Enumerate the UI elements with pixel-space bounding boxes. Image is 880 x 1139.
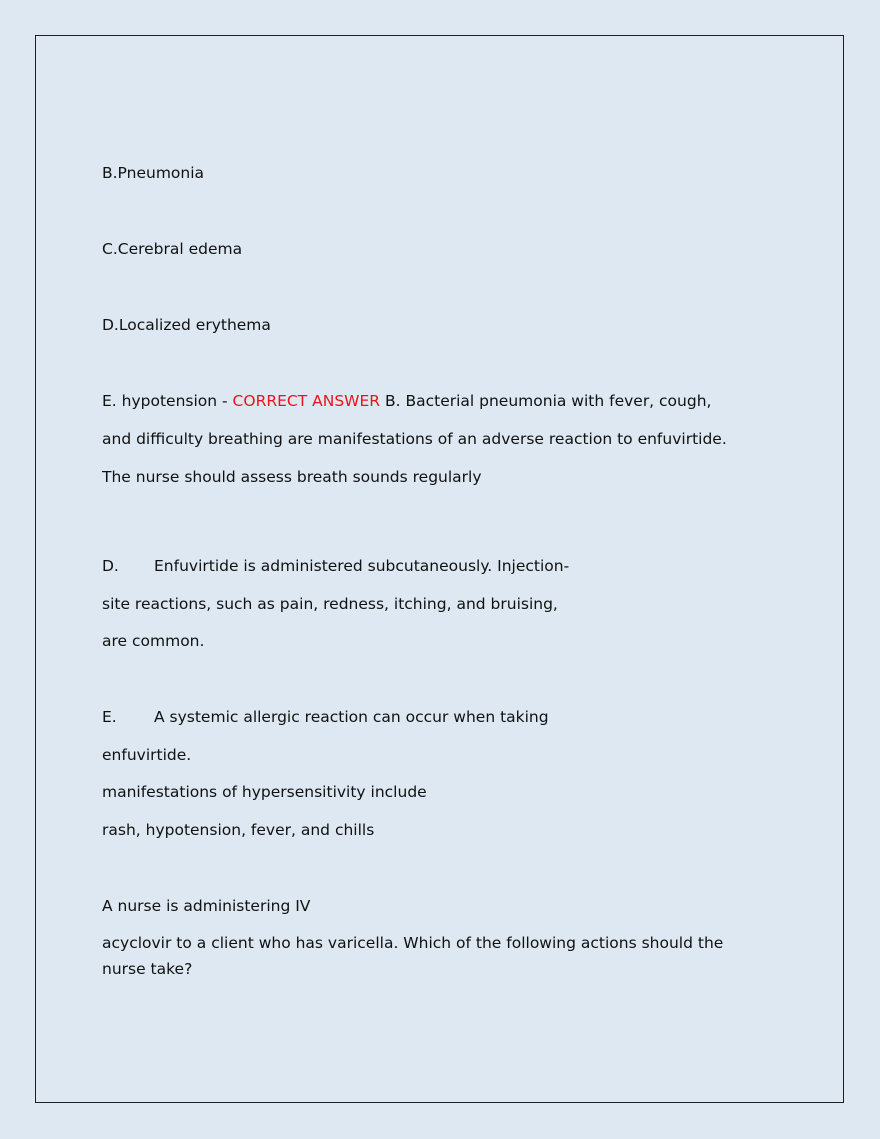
explanation-e-line-4: rash, hypotension, fever, and chills (102, 821, 375, 839)
option-b: B.Pneumonia (102, 164, 205, 182)
answer-line-3: The nurse should assess breath sounds regularly (102, 468, 482, 486)
explanation-e-line-1 (102, 708, 549, 727)
correct-answer-label: CORRECT ANSWER (232, 392, 381, 410)
explanation-e-text: A systemic allergic reaction can occur when taking (154, 708, 549, 726)
explanation-d-letter: D. (102, 557, 119, 575)
option-c: C.Cerebral edema (102, 240, 243, 258)
explanation-d-text: Enfuvirtide is administered subcutaneously. Injection- (154, 557, 570, 575)
explanation-d-line-1 (102, 557, 569, 576)
answer-prefix: E. hypotension - (102, 392, 233, 410)
answer-line-1 (102, 392, 711, 411)
explanation-d-line-3: are common. (102, 632, 205, 650)
answer-line-2: and difficulty breathing are manifestations of an adverse reaction to enfuvirtide. (102, 430, 727, 448)
explanation-e-line-2: enfuvirtide. (102, 746, 192, 764)
option-d: D.Localized erythema (102, 316, 271, 334)
explanation-e-line-3: manifestations of hypersensitivity include (102, 783, 427, 801)
next-question-line-1: A nurse is administering IV (102, 897, 311, 915)
next-question-line-2: acyclovir to a client who has varicella. Which of the following actions should the nurse take? (102, 934, 724, 978)
explanation-d-line-2: site reactions, such as pain, redness, itching, and bruising, (102, 595, 558, 613)
answer-suffix: B. Bacterial pneumonia with fever, cough, (380, 392, 712, 410)
explanation-e-letter: E. (102, 708, 117, 726)
